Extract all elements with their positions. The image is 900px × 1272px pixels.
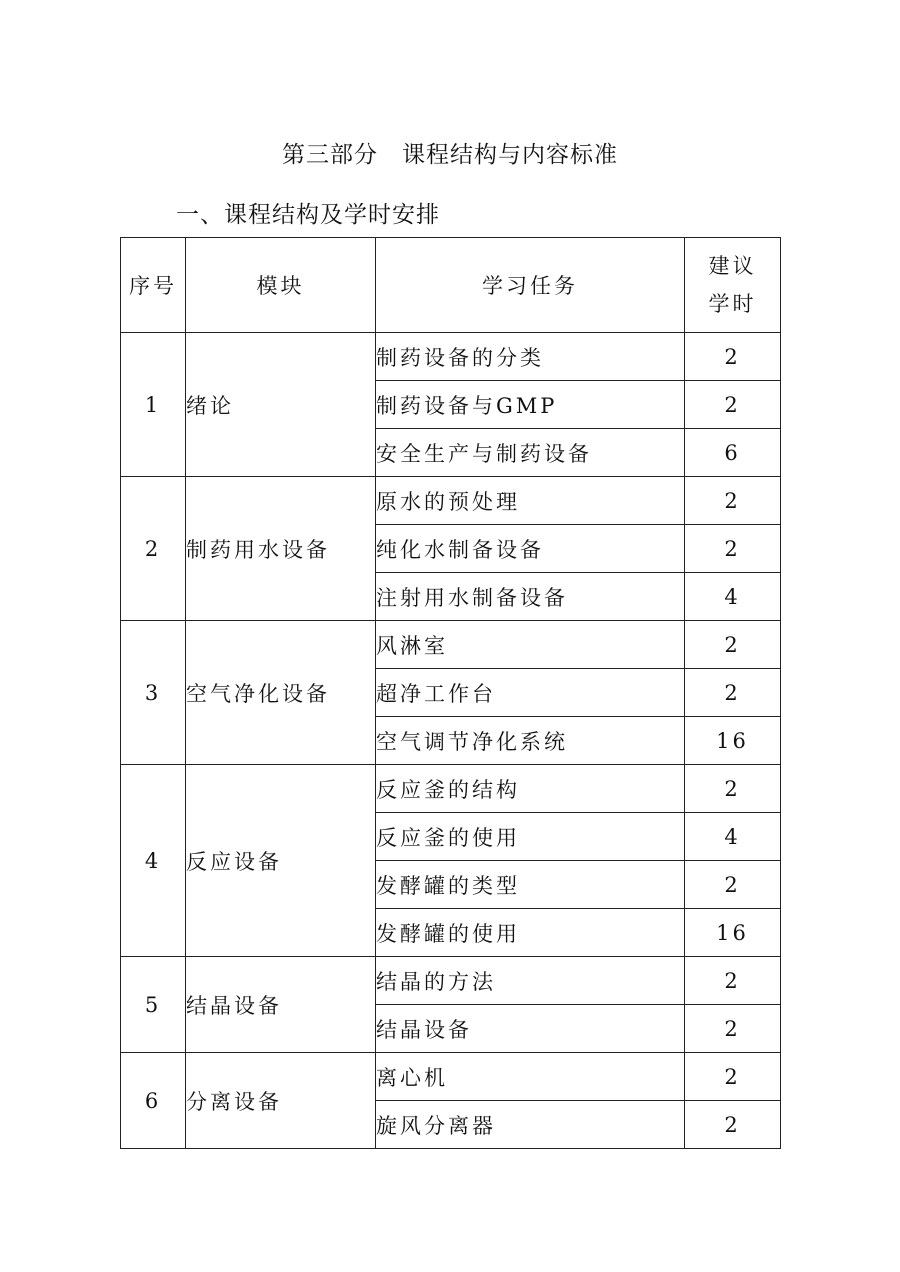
task-name: 旋风分离器 xyxy=(376,1101,685,1149)
task-hours: 16 xyxy=(685,909,781,957)
task-name: 原水的预处理 xyxy=(376,477,685,525)
task-name: 制药设备的分类 xyxy=(376,333,685,381)
task-hours: 2 xyxy=(685,381,781,429)
table-row xyxy=(121,765,781,813)
task-hours: 2 xyxy=(685,1053,781,1101)
header-module: 模块 xyxy=(186,238,376,333)
task-name: 反应釜的结构 xyxy=(376,765,685,813)
module-number: 5 xyxy=(121,957,186,1053)
course-schedule-table xyxy=(120,237,781,1149)
module-number: 4 xyxy=(121,765,186,957)
header-hours-line1: 建议 xyxy=(708,254,757,278)
task-hours: 2 xyxy=(685,765,781,813)
task-hours: 2 xyxy=(685,621,781,669)
header-number: 序号 xyxy=(121,238,186,333)
task-name: 反应釜的使用 xyxy=(376,813,685,861)
table-header-row xyxy=(121,238,781,333)
task-hours: 2 xyxy=(685,957,781,1005)
module-name: 分离设备 xyxy=(186,1053,376,1149)
task-hours: 2 xyxy=(685,1005,781,1053)
task-name: 风淋室 xyxy=(376,621,685,669)
table-body xyxy=(121,333,781,1149)
table-row xyxy=(121,333,781,381)
module-name: 结晶设备 xyxy=(186,957,376,1053)
header-hours-line2: 学时 xyxy=(708,292,757,316)
task-hours: 2 xyxy=(685,477,781,525)
task-name: 制药设备与GMP xyxy=(376,381,685,429)
module-name: 制药用水设备 xyxy=(186,477,376,621)
table-row xyxy=(121,957,781,1005)
task-hours: 2 xyxy=(685,1101,781,1149)
section-heading: 一、课程结构及学时安排 xyxy=(176,202,440,228)
header-hours xyxy=(685,238,781,333)
task-name: 空气调节净化系统 xyxy=(376,717,685,765)
task-name: 发酵罐的使用 xyxy=(376,909,685,957)
task-hours: 2 xyxy=(685,669,781,717)
module-number: 2 xyxy=(121,477,186,621)
task-hours: 4 xyxy=(685,573,781,621)
task-hours: 2 xyxy=(685,861,781,909)
module-name: 反应设备 xyxy=(186,765,376,957)
header-task: 学习任务 xyxy=(376,238,685,333)
module-name: 空气净化设备 xyxy=(186,621,376,765)
task-name: 结晶设备 xyxy=(376,1005,685,1053)
task-name: 注射用水制备设备 xyxy=(376,573,685,621)
module-number: 6 xyxy=(121,1053,186,1149)
module-number: 1 xyxy=(121,333,186,477)
task-name: 纯化水制备设备 xyxy=(376,525,685,573)
task-hours: 4 xyxy=(685,813,781,861)
task-hours: 2 xyxy=(685,333,781,381)
task-hours: 2 xyxy=(685,525,781,573)
task-hours: 16 xyxy=(685,717,781,765)
task-name: 发酵罐的类型 xyxy=(376,861,685,909)
module-number: 3 xyxy=(121,621,186,765)
page-title: 第三部分 课程结构与内容标准 xyxy=(282,142,618,168)
task-hours: 6 xyxy=(685,429,781,477)
task-name: 结晶的方法 xyxy=(376,957,685,1005)
task-name: 安全生产与制药设备 xyxy=(376,429,685,477)
module-name: 绪论 xyxy=(186,333,376,477)
table-row xyxy=(121,621,781,669)
table-row xyxy=(121,1053,781,1101)
task-name: 超净工作台 xyxy=(376,669,685,717)
table-row xyxy=(121,477,781,525)
task-name: 离心机 xyxy=(376,1053,685,1101)
